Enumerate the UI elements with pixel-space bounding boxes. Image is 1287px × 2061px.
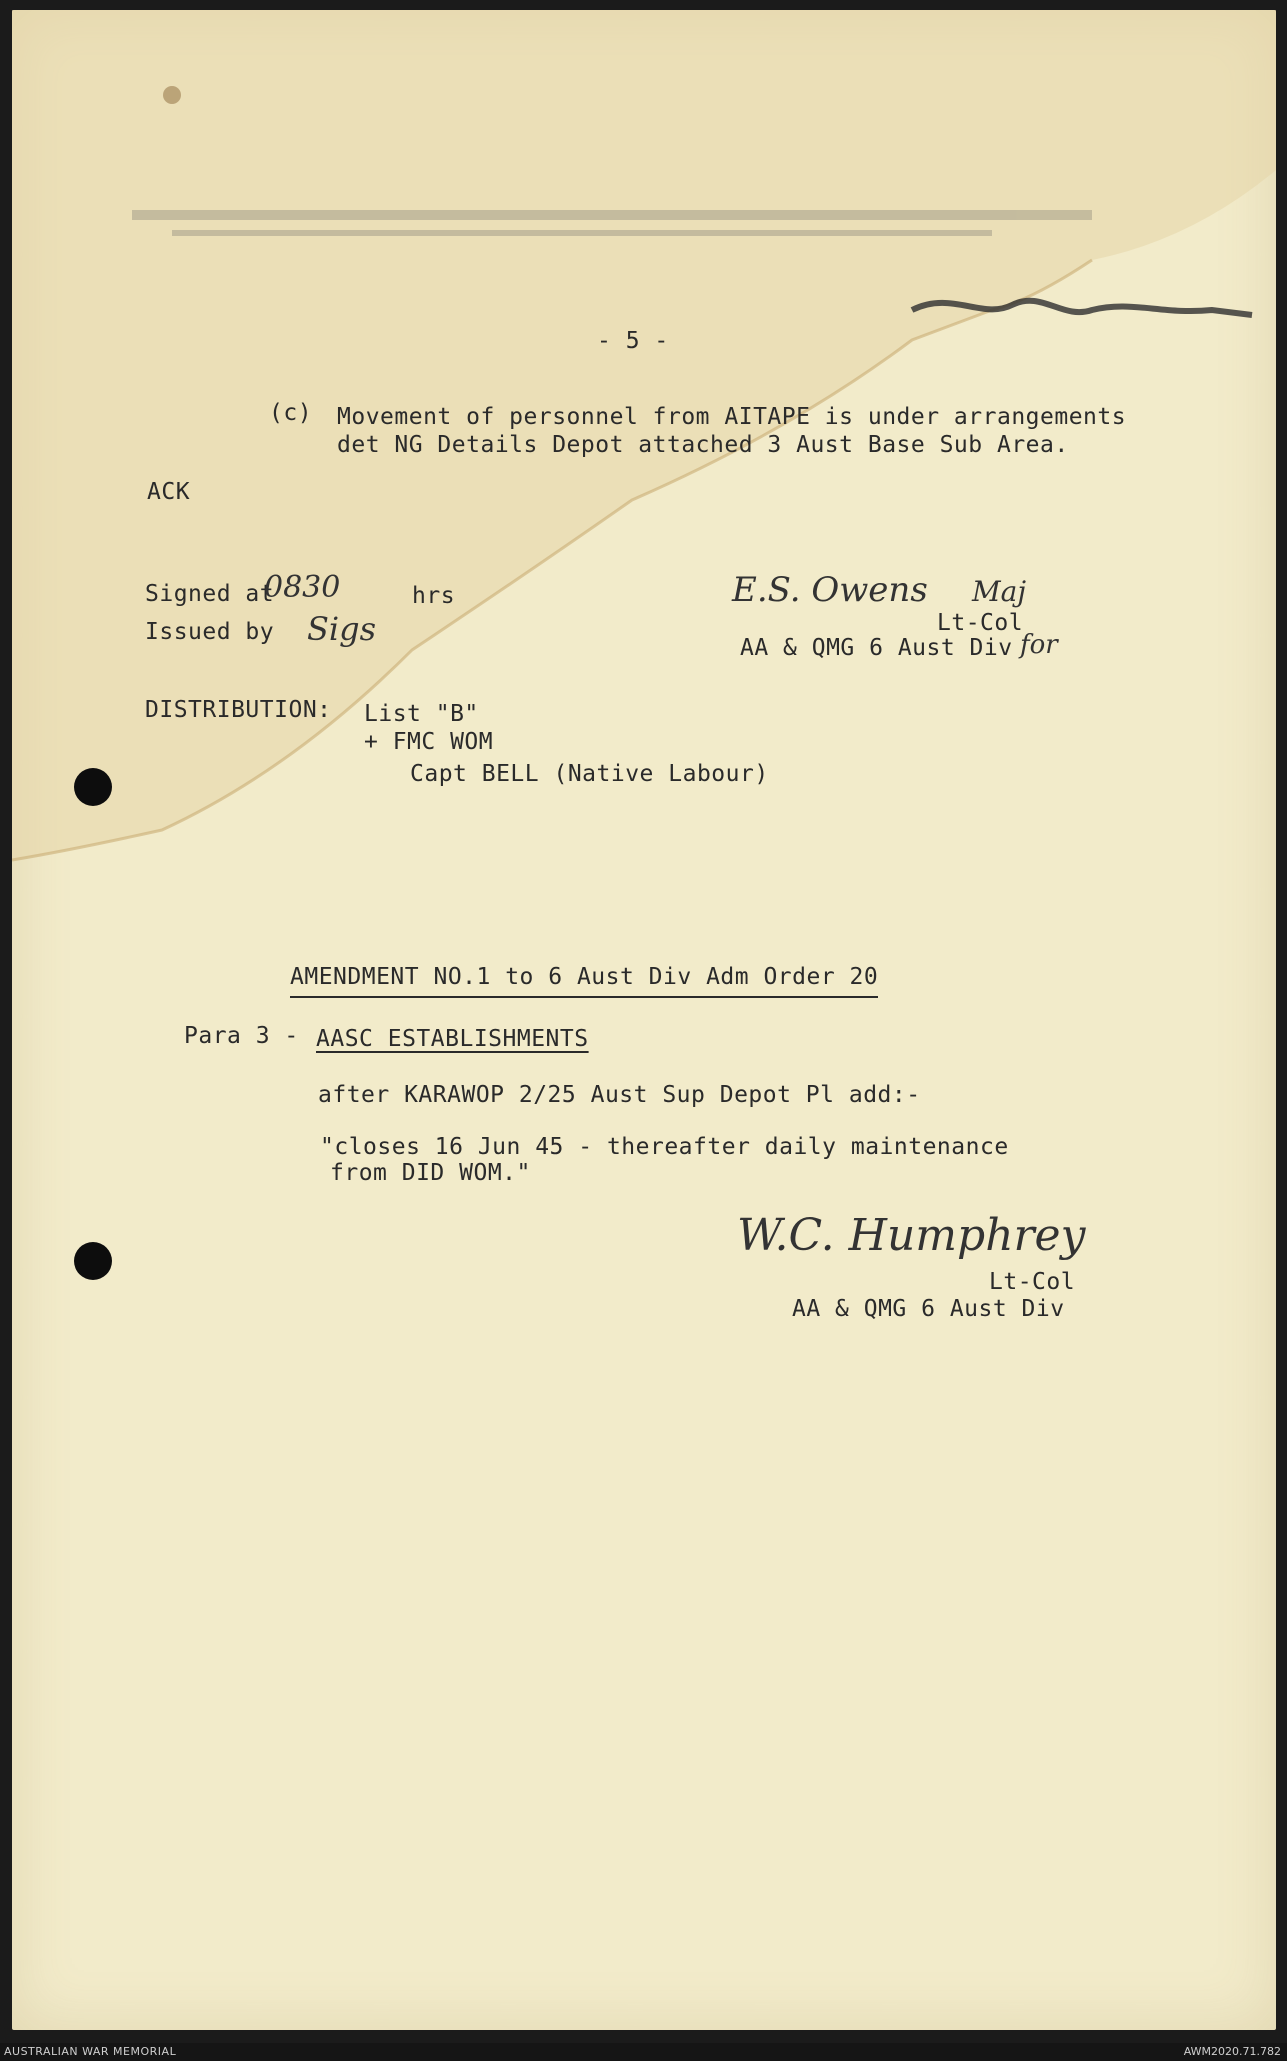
signature1-rank: Lt-Col [937,610,1024,636]
signature-humphrey: W.C. Humphrey [737,1210,1086,1261]
para-c-marker: (c) [269,400,313,426]
distribution-item-1: List "B" [364,701,479,727]
distribution-item-2: + FMC WOM [364,729,494,755]
signed-at-suffix: hrs [412,583,456,609]
signature-owens: E.S. Owens [732,570,928,610]
amendment-line1: after KARAWOP 2/25 Aust Sup Depot Pl add:- [318,1082,921,1108]
distribution-label: DISTRIBUTION: [145,697,332,723]
signature1-appointment: AA & QMG 6 Aust Div [740,635,1013,661]
signature2-rank: Lt-Col [989,1269,1076,1295]
amendment-quote-line2: from DID WOM." [330,1160,531,1186]
signed-at-label: Signed at [145,581,275,607]
amendment-quote-line1: "closes 16 Jun 45 - thereafter daily maintenance [320,1134,1009,1160]
water-stain [12,10,1276,2030]
issued-by-label: Issued by [145,619,275,645]
signature-owens-rank-note: Maj [972,575,1027,608]
signed-at-time: 0830 [264,570,341,605]
distribution-item-3: Capt BELL (Native Labour) [410,761,769,787]
issued-by-value: Sigs [307,610,377,648]
ack-label: ACK [147,479,191,505]
page-number: - 5 - [597,328,669,354]
amendment-para-heading: AASC ESTABLISHMENTS [316,1026,589,1052]
punch-hole-lower [74,1242,112,1280]
document-page [12,10,1276,2030]
signature1-for: for [1020,630,1058,660]
footer-institution: AUSTRALIAN WAR MEMORIAL [4,2045,177,2058]
para-c-line1: Movement of personnel from AITAPE is under arrangements [337,404,1127,430]
amendment-title: AMENDMENT NO.1 to 6 Aust Div Adm Order 20 [290,964,878,998]
footer-reference: AWM2020.71.782 [1183,2045,1281,2058]
punch-hole-upper [74,768,112,806]
amendment-para-label: Para 3 - [184,1023,299,1049]
signature2-appointment: AA & QMG 6 Aust Div [792,1296,1065,1322]
para-c-line2: det NG Details Depot attached 3 Aust Base Sub Area. [337,432,1069,458]
